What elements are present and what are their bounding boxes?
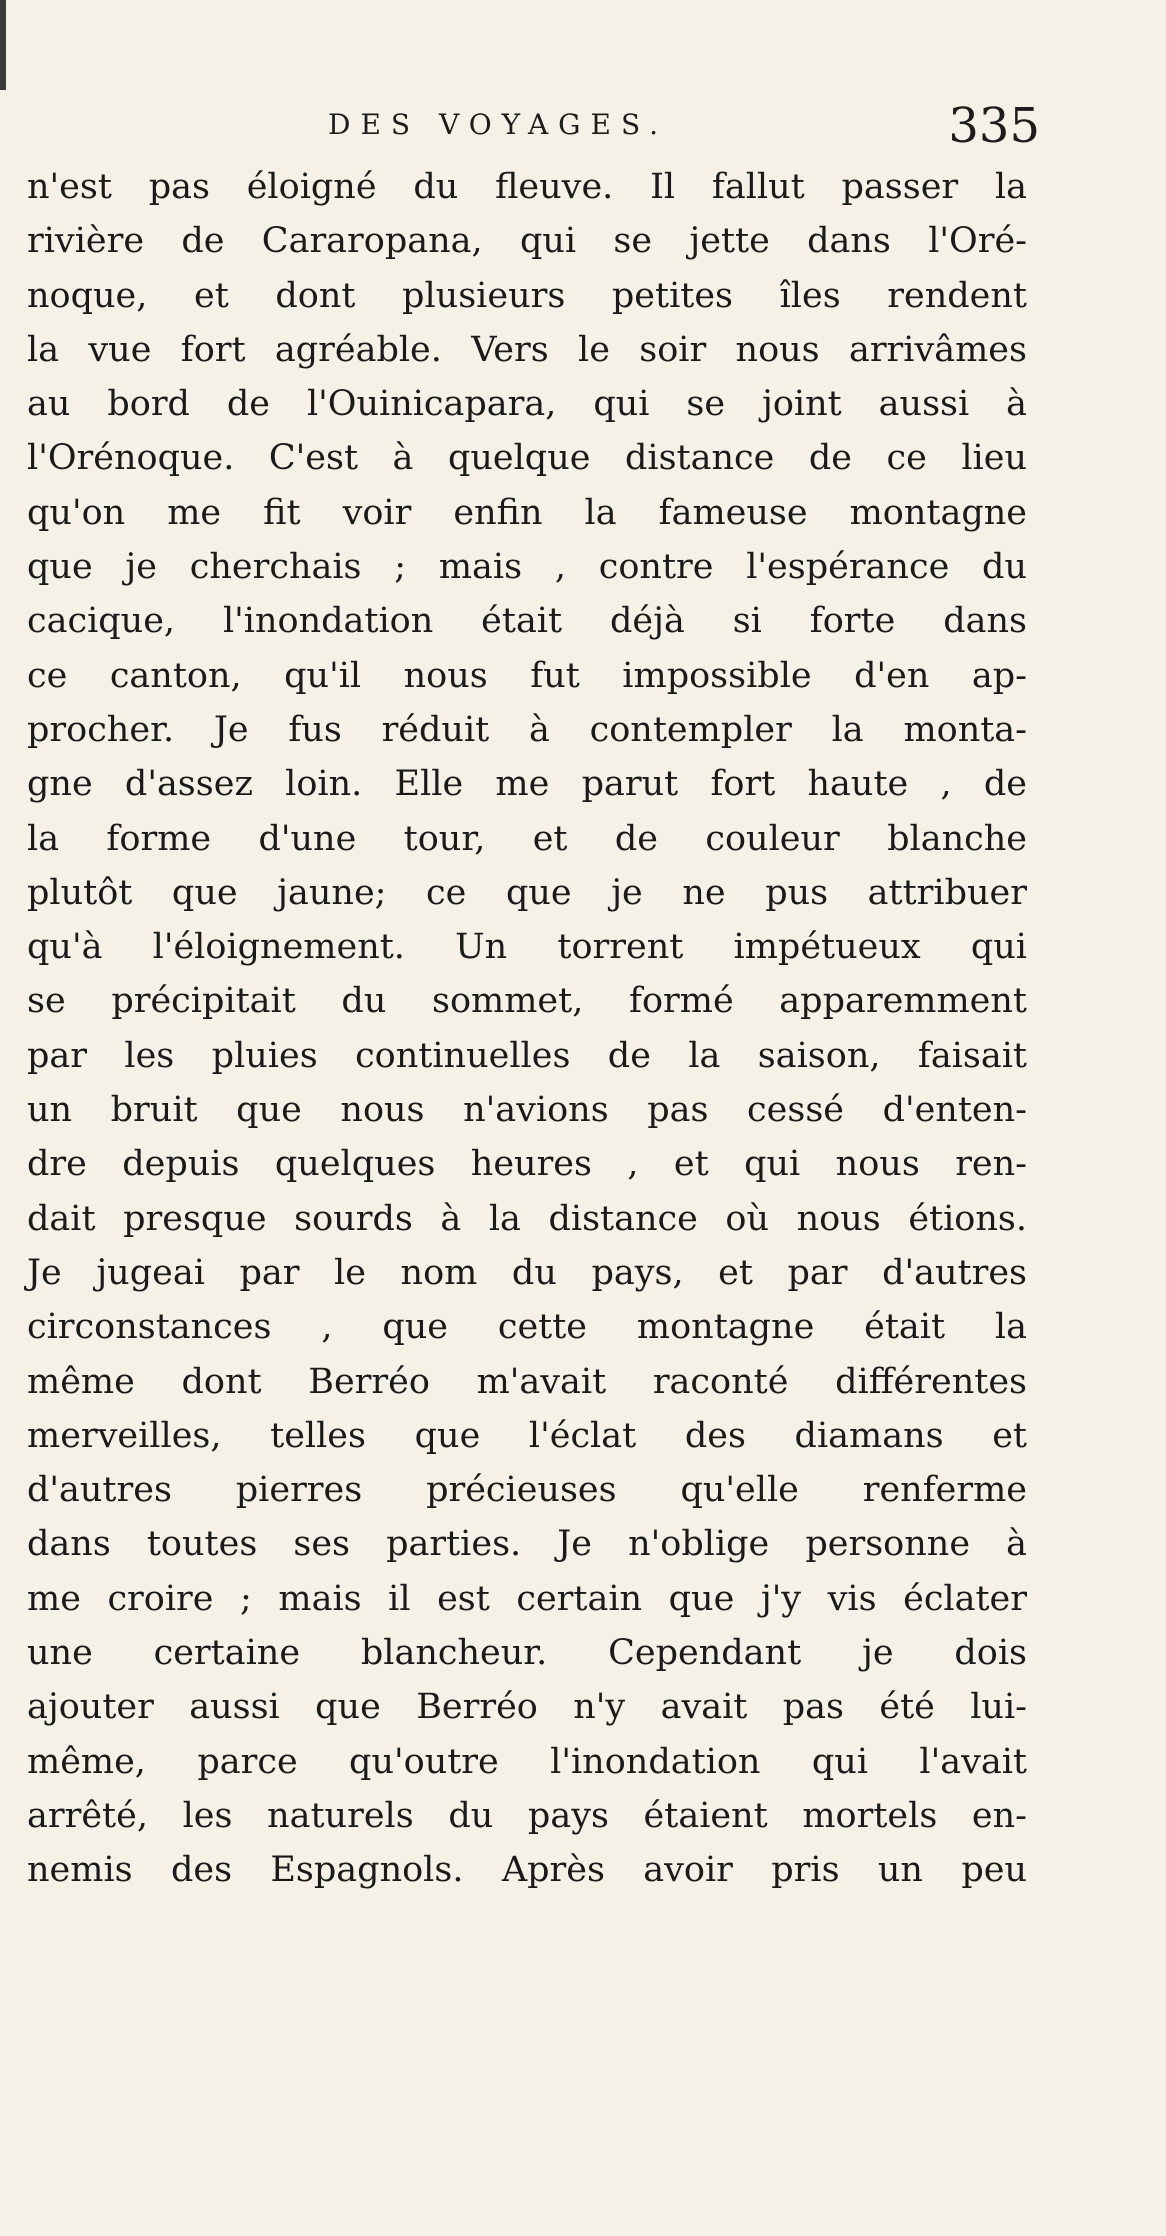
text-line: la vue fort agréable. Vers le soir nous arrivâmes: [27, 329, 1027, 370]
text-line: qu'à l'éloignement. Un torrent impétueux qui: [27, 927, 1027, 968]
running-head: DES VOYAGES.: [328, 108, 669, 141]
text-line: procher. Je fus réduit à contempler la monta-: [27, 709, 1027, 750]
text-line: Je jugeai par le nom du pays, et par d'autres: [27, 1252, 1027, 1293]
text-line: n'est pas éloigné du fleuve. Il fallut passer la: [27, 167, 1027, 207]
text-line: même, parce qu'outre l'inondation qui l'avait: [27, 1741, 1027, 1782]
text-line: l'Orénoque. C'est à quelque distance de ce lieu: [27, 438, 1027, 479]
text-line: qu'on me fit voir enfin la fameuse montagne: [27, 492, 1027, 533]
text-line: arrêté, les naturels du pays étaient mortels en-: [27, 1795, 1027, 1836]
text-line: plutôt que jaune; ce que je ne pus attribuer: [27, 872, 1027, 913]
page-number: 335: [948, 98, 1040, 154]
text-line: nemis des Espagnols. Après avoir pris un peu: [27, 1850, 1027, 1891]
text-line: dre depuis quelques heures , et qui nous ren-: [27, 1144, 1027, 1185]
body-text: [27, 160, 1027, 1898]
text-line: dait presque sourds à la distance où nous étions.: [27, 1198, 1027, 1239]
text-line: d'autres pierres précieuses qu'elle renferme: [27, 1470, 1027, 1511]
text-line: circonstances , que cette montagne était la: [27, 1307, 1027, 1348]
text-line: par les pluies continuelles de la saison, faisait: [27, 1035, 1027, 1076]
text-line: la forme d'une tour, et de couleur blanche: [27, 818, 1027, 859]
text-line: au bord de l'Ouinicapara, qui se joint aussi à: [27, 384, 1027, 425]
text-line: noque, et dont plusieurs petites îles rendent: [27, 275, 1027, 316]
text-line: que je cherchais ; mais , contre l'espérance du: [27, 547, 1027, 588]
text-line: gne d'assez loin. Elle me parut fort haute , de: [27, 764, 1027, 805]
text-line: une certaine blancheur. Cependant je dois: [27, 1633, 1027, 1674]
text-line: rivière de Cararopana, qui se jette dans l'Oré-: [27, 221, 1027, 262]
text-line: merveilles, telles que l'éclat des diamans et: [27, 1415, 1027, 1456]
binding-edge: [0, 0, 6, 90]
text-line: cacique, l'inondation était déjà si forte dans: [27, 601, 1027, 642]
text-line: même dont Berréo m'avait raconté différentes: [27, 1361, 1027, 1402]
text-line: se précipitait du sommet, formé apparemment: [27, 981, 1027, 1022]
text-line: ce canton, qu'il nous fut impossible d'en ap-: [27, 655, 1027, 696]
text-line: dans toutes ses parties. Je n'oblige personne à: [27, 1524, 1027, 1565]
text-line: un bruit que nous n'avions pas cessé d'enten-: [27, 1090, 1027, 1131]
page-header: [30, 98, 1040, 158]
text-line: ajouter aussi que Berréo n'y avait pas été lui-: [27, 1687, 1027, 1728]
text-line: me croire ; mais il est certain que j'y vis éclater: [27, 1578, 1027, 1619]
